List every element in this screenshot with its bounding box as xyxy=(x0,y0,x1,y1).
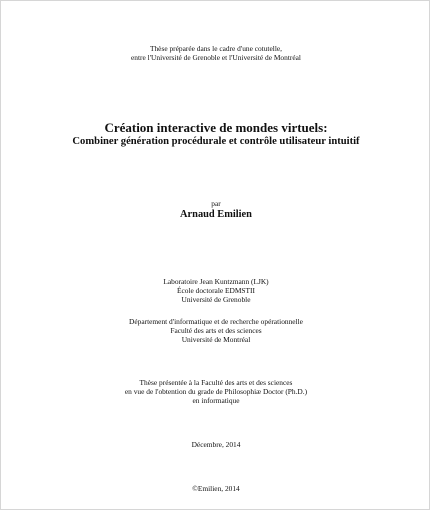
thesis-date: Décembre, 2014 xyxy=(191,440,241,449)
by-label: par xyxy=(211,199,221,208)
presentation-line-3: en informatique xyxy=(192,396,240,405)
title-subtitle: Combiner génération procédurale et contrôle utilisateur intuitif xyxy=(72,136,360,147)
cotutelle-note xyxy=(1,44,430,62)
doctoral-school: École doctorale EDMSTII xyxy=(177,286,255,295)
montreal-affiliation xyxy=(1,317,430,344)
title-main: Création interactive de mondes virtuels: xyxy=(104,120,328,135)
cotutelle-line-2: entre l'Université de Grenoble et l'Université de Montréal xyxy=(131,53,301,62)
department-name: Département d'informatique et de recherche opérationnelle xyxy=(129,317,303,326)
copyright-notice: ©Emilien, 2014 xyxy=(192,484,240,493)
grenoble-university: Université de Grenoble xyxy=(181,295,251,304)
montreal-university: Université de Montréal xyxy=(181,335,251,344)
author-name: Arnaud Emilien xyxy=(180,209,252,220)
grenoble-affiliation xyxy=(1,277,430,304)
cotutelle-line-1: Thèse préparée dans le cadre d'une cotutelle, xyxy=(149,44,283,53)
lab-name: Laboratoire Jean Kuntzmann (LJK) xyxy=(163,277,269,286)
presentation-note xyxy=(1,378,430,405)
presentation-line-1: Thèse présentée à la Faculté des arts et des sciences xyxy=(139,378,293,387)
presentation-line-2: en vue de l'obtention du grade de Philosophiæ Doctor (Ph.D.) xyxy=(124,387,308,396)
faculty-name: Faculté des arts et des sciences xyxy=(170,326,262,335)
thesis-title xyxy=(1,120,430,148)
